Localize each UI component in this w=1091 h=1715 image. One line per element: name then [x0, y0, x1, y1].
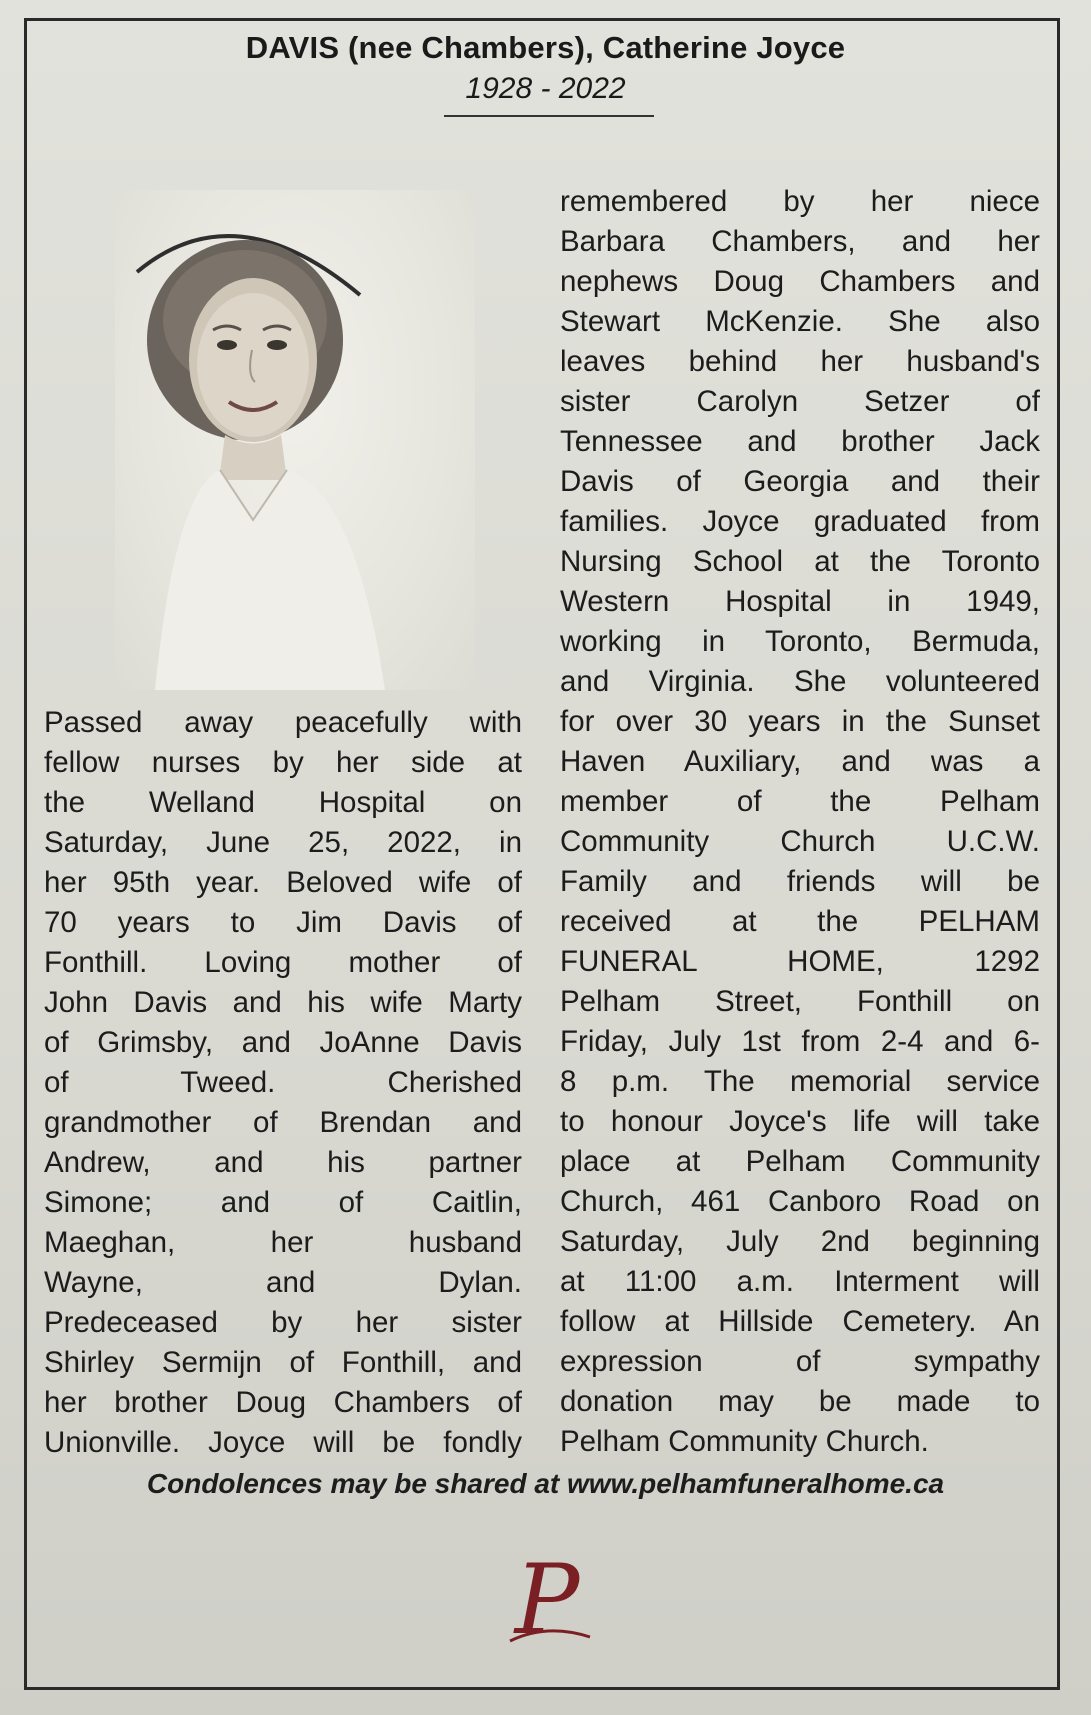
life-years: 1928 - 2022: [465, 72, 626, 105]
text-line: of Grimsby, and JoAnne Davis: [44, 1026, 522, 1059]
text-line: Pelham Community Church.: [560, 1425, 929, 1458]
text-line: of Tweed. Cherished: [44, 1066, 522, 1099]
text-line: Davis of Georgia and their: [560, 465, 1040, 498]
text-line: her 95th year. Beloved wife of: [44, 866, 522, 899]
text-line: and Virginia. She volunteered: [560, 665, 1040, 698]
text-line: Barbara Chambers, and her: [560, 225, 1040, 258]
text-line: remembered by her niece: [560, 185, 1040, 218]
text-line: families. Joyce graduated from: [560, 505, 1040, 538]
text-line: working in Toronto, Bermuda,: [560, 625, 1040, 658]
text-line: Tennessee and brother Jack: [560, 425, 1040, 458]
right-column-text: [560, 182, 1040, 1462]
text-line: John Davis and his wife Marty: [44, 986, 522, 1019]
deceased-name: DAVIS (nee Chambers), Catherine Joyce: [245, 30, 846, 65]
text-line: nephews Doug Chambers and: [560, 265, 1040, 298]
text-line: fellow nurses by her side at: [44, 746, 522, 779]
text-line: Passed away peacefully with: [44, 706, 522, 739]
left-column-text: [44, 703, 522, 1463]
text-line: Shirley Sermijn of Fonthill, and: [44, 1346, 522, 1379]
text-line: Haven Auxiliary, and was a: [560, 745, 1040, 778]
header-divider: [444, 115, 654, 117]
text-line: member of the Pelham: [560, 785, 1040, 818]
text-line: to honour Joyce's life will take: [560, 1105, 1040, 1138]
text-line: Western Hospital in 1949,: [560, 585, 1040, 618]
text-line: Simone; and of Caitlin,: [44, 1186, 522, 1219]
text-line: 8 p.m. The memorial service: [560, 1065, 1040, 1098]
text-line: Unionville. Joyce will be fondly: [44, 1426, 522, 1459]
logo-letter: P: [514, 1545, 580, 1655]
text-line: Maeghan, her husband: [44, 1226, 522, 1259]
text-line: FUNERAL HOME, 1292: [560, 945, 1040, 978]
text-line: Saturday, July 2nd beginning: [560, 1225, 1040, 1258]
script-p-logo-icon: [482, 1545, 612, 1655]
text-line: Community Church U.C.W.: [560, 825, 1040, 858]
portrait-photo-icon: [115, 190, 475, 690]
text-line: for over 30 years in the Sunset: [560, 705, 1040, 738]
text-line: leaves behind her husband's: [560, 345, 1040, 378]
text-line: Wayne, and Dylan.: [44, 1266, 522, 1299]
text-line: Stewart McKenzie. She also: [560, 305, 1040, 338]
text-line: Friday, July 1st from 2-4 and 6-: [560, 1025, 1040, 1058]
notice-header: [0, 30, 1091, 106]
text-line: Family and friends will be: [560, 865, 1040, 898]
text-line: sister Carolyn Setzer of: [560, 385, 1040, 418]
text-line: Nursing School at the Toronto: [560, 545, 1040, 578]
text-line: place at Pelham Community: [560, 1145, 1040, 1178]
text-line: Pelham Street, Fonthill on: [560, 985, 1040, 1018]
funeral-home-logo: [482, 1545, 612, 1655]
text-line: Saturday, June 25, 2022, in: [44, 826, 522, 859]
text-line: Church, 461 Canboro Road on: [560, 1185, 1040, 1218]
text-line: Andrew, and his partner: [44, 1146, 522, 1179]
text-line: grandmother of Brendan and: [44, 1106, 522, 1139]
condolences-line: Condolences may be shared at www.pelhamfuneralhome.ca: [146, 1468, 945, 1499]
text-line: Predeceased by her sister: [44, 1306, 522, 1339]
text-line: received at the PELHAM: [560, 905, 1040, 938]
text-line: the Welland Hospital on: [44, 786, 522, 819]
text-line: Fonthill. Loving mother of: [44, 946, 522, 979]
text-line: her brother Doug Chambers of: [44, 1386, 522, 1419]
text-line: 70 years to Jim Davis of: [44, 906, 522, 939]
text-line: follow at Hillside Cemetery. An: [560, 1305, 1040, 1338]
text-line: expression of sympathy: [560, 1345, 1040, 1378]
text-line: donation may be made to: [560, 1385, 1040, 1418]
portrait-photo: [115, 190, 475, 690]
text-line: at 11:00 a.m. Interment will: [560, 1265, 1040, 1298]
